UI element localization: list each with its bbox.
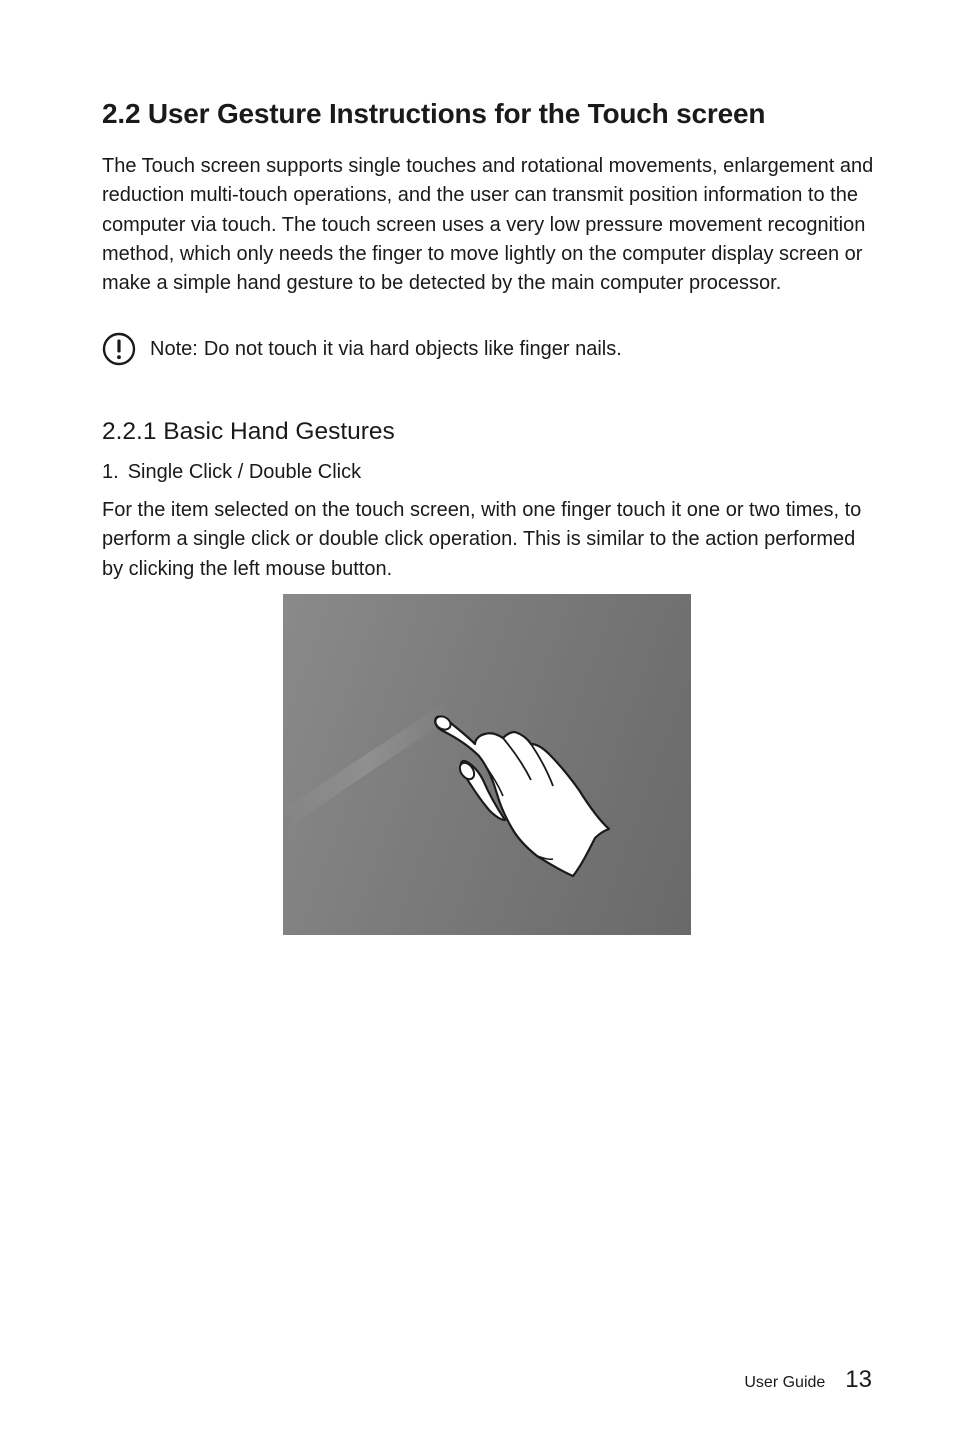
page-footer [744,1366,872,1394]
exclamation-circle-icon [102,332,136,366]
footer-label: User Guide [744,1374,826,1391]
subsection-title: 2.2.1 Basic Hand Gestures [102,418,395,445]
note-box [102,331,622,367]
note-text-line [150,338,622,361]
note-text: Do not touch it via hard objects like finger nails. [203,337,622,360]
list-item-label: Single Click / Double Click [127,461,362,483]
note-label: Note: [150,337,198,360]
list-item-number: 1. [102,461,119,483]
section-title: 2.2 User Gesture Instructions for the Touch screen [102,98,766,129]
hand-tap-icon [283,594,691,935]
intro-paragraph: The Touch screen supports single touches and rotational movements, enlargement and reduction multi-touch operations, and the user can transmit position information to the computer via touch. The touch screen uses a very low pressure movement recognition method, which only needs the finger to move lightly on the computer display screen or make a simple hand gesture to be detected by the main computer processor. [102,155,874,295]
page-number: 13 [845,1366,872,1393]
gesture-description: For the item selected on the touch screen, with one finger touch it one or two times, to perform a single click or double click operation. This is similar to the action performed by clicking the left mouse button. [102,499,862,580]
gesture-figure [283,594,691,935]
list-item [102,461,361,484]
